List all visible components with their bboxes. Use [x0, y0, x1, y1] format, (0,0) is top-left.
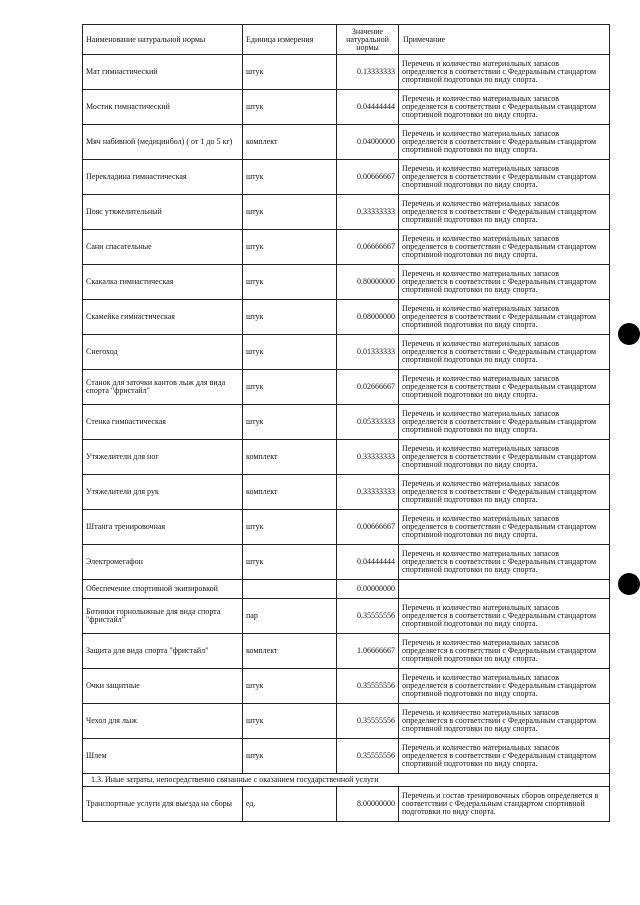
table-row — [83, 265, 610, 300]
table-row — [83, 580, 610, 599]
row-name: Штанга тренировочная — [83, 510, 243, 545]
row-unit: комплект — [243, 634, 337, 669]
row-unit: штук — [243, 195, 337, 230]
table-row — [83, 739, 610, 774]
table-row — [83, 335, 610, 370]
table-row — [83, 704, 610, 739]
row-value: 0.13333333 — [337, 55, 399, 90]
row-unit: штук — [243, 90, 337, 125]
row-value: 0.04444444 — [337, 90, 399, 125]
table-row — [83, 405, 610, 440]
table-row — [83, 125, 610, 160]
row-note: Перечень и количество материальных запасов определяется в соответствии с Федеральным стандартом спортивной подготовки по виду спорта. — [399, 90, 610, 125]
punch-hole-mark — [618, 573, 640, 595]
punch-hole-mark — [618, 323, 640, 345]
row-unit: комплект — [243, 475, 337, 510]
row-name: Защита для вида спорта "фристайл" — [83, 634, 243, 669]
row-name: Скакалка гимнастическая — [83, 265, 243, 300]
row-unit: штук — [243, 370, 337, 405]
table-row — [83, 90, 610, 125]
table-row — [83, 230, 610, 265]
row-unit: штук — [243, 55, 337, 90]
table-row — [83, 440, 610, 475]
header-value: Значение натуральной нормы — [337, 25, 399, 55]
row-value: 0.35555556 — [337, 669, 399, 704]
row-value: 0.00000000 — [337, 580, 399, 599]
row-unit: комплект — [243, 440, 337, 475]
row-note: Перечень и количество материальных запасов определяется в соответствии с Федеральным стандартом спортивной подготовки по виду спорта. — [399, 370, 610, 405]
row-unit: штук — [243, 265, 337, 300]
row-value: 0.00666667 — [337, 160, 399, 195]
row-unit: штук — [243, 704, 337, 739]
row-value: 0.33333333 — [337, 195, 399, 230]
table-row — [83, 195, 610, 230]
row-name: Мостик гимнастический — [83, 90, 243, 125]
table-row — [83, 300, 610, 335]
row-value: 0.06666667 — [337, 230, 399, 265]
row-unit: штук — [243, 335, 337, 370]
row-unit: штук — [243, 545, 337, 580]
section-row — [83, 774, 610, 787]
row-note: Перечень и количество материальных запасов определяется в соответствии с Федеральным стандартом спортивной подготовки по виду спорта. — [399, 230, 610, 265]
row-name: Скамейка гимнастическая — [83, 300, 243, 335]
row-note: Перечень и состав тренировочных сборов определяется в соответствии с Федеральным стандартом спортивной подготовки по виду спорта. — [399, 787, 610, 822]
table-row — [83, 545, 610, 580]
row-note: Перечень и количество материальных запасов определяется в соответствии с Федеральным стандартом спортивной подготовки по виду спорта. — [399, 634, 610, 669]
row-note: Перечень и количество материальных запасов определяется в соответствии с Федеральным стандартом спортивной подготовки по виду спорта. — [399, 475, 610, 510]
header-name: Наименование натуральной нормы — [83, 25, 243, 55]
row-note: Перечень и количество материальных запасов определяется в соответствии с Федеральным стандартом спортивной подготовки по виду спорта. — [399, 440, 610, 475]
header-note: Примечание — [399, 25, 610, 55]
table-row — [83, 475, 610, 510]
row-note: Перечень и количество материальных запасов определяется в соответствии с Федеральным стандартом спортивной подготовки по виду спорта. — [399, 669, 610, 704]
row-name: Стенка гимнастическая — [83, 405, 243, 440]
row-name: Мат гимнастический — [83, 55, 243, 90]
row-value: 0.35555556 — [337, 704, 399, 739]
row-value: 1.06666667 — [337, 634, 399, 669]
row-value: 0.08000000 — [337, 300, 399, 335]
row-name: Утяжелители для ног — [83, 440, 243, 475]
row-value: 0.02666667 — [337, 370, 399, 405]
row-name: Перекладина гимнастическая — [83, 160, 243, 195]
header-unit: Единица измерения — [243, 25, 337, 55]
header-row — [83, 25, 610, 55]
row-name: Чехол для лыж — [83, 704, 243, 739]
row-name: Станок для заточки кантов лыж для вида спорта "фристайл" — [83, 370, 243, 405]
table-row — [83, 634, 610, 669]
row-name: Пояс утяжелительный — [83, 195, 243, 230]
row-name: Очки защитные — [83, 669, 243, 704]
row-unit: пар — [243, 599, 337, 634]
row-value: 0.35555556 — [337, 599, 399, 634]
row-note: Перечень и количество материальных запасов определяется в соответствии с Федеральным стандартом спортивной подготовки по виду спорта. — [399, 704, 610, 739]
row-value: 0.33333333 — [337, 475, 399, 510]
row-unit: штук — [243, 405, 337, 440]
row-value: 0.04444444 — [337, 545, 399, 580]
row-note: Перечень и количество материальных запасов определяется в соответствии с Федеральным стандартом спортивной подготовки по виду спорта. — [399, 335, 610, 370]
row-unit: штук — [243, 300, 337, 335]
row-value: 0.35555556 — [337, 739, 399, 774]
row-name: Транспортные услуги для выезда на сборы — [83, 787, 243, 822]
row-value: 0.80000000 — [337, 265, 399, 300]
row-name: Сани спасательные — [83, 230, 243, 265]
row-note: Перечень и количество материальных запасов определяется в соответствии с Федеральным стандартом спортивной подготовки по виду спорта. — [399, 125, 610, 160]
row-note: Перечень и количество материальных запасов определяется в соответствии с Федеральным стандартом спортивной подготовки по виду спорта. — [399, 55, 610, 90]
row-note — [399, 580, 610, 599]
table-row — [83, 510, 610, 545]
table-row — [83, 787, 610, 822]
row-note: Перечень и количество материальных запасов определяется в соответствии с Федеральным стандартом спортивной подготовки по виду спорта. — [399, 510, 610, 545]
row-name: Ботинки горнолыжные для вида спорта "фристайл" — [83, 599, 243, 634]
table-row — [83, 599, 610, 634]
row-name: Электромегафон — [83, 545, 243, 580]
row-name: Обеспечение спортивной экипировкой — [83, 580, 243, 599]
row-note: Перечень и количество материальных запасов определяется в соответствии с Федеральным стандартом спортивной подготовки по виду спорта. — [399, 545, 610, 580]
row-note: Перечень и количество материальных запасов определяется в соответствии с Федеральным стандартом спортивной подготовки по виду спорта. — [399, 160, 610, 195]
row-value: 0.05333333 — [337, 405, 399, 440]
row-name: Шлем — [83, 739, 243, 774]
row-note: Перечень и количество материальных запасов определяется в соответствии с Федеральным стандартом спортивной подготовки по виду спорта. — [399, 739, 610, 774]
row-unit: штук — [243, 160, 337, 195]
row-name: Снегоход — [83, 335, 243, 370]
table-row — [83, 370, 610, 405]
table-row — [83, 669, 610, 704]
row-unit: штук — [243, 510, 337, 545]
row-value: 0.01333333 — [337, 335, 399, 370]
row-unit: штук — [243, 739, 337, 774]
row-unit: комплект — [243, 125, 337, 160]
row-unit — [243, 580, 337, 599]
norms-table — [82, 24, 610, 822]
row-name: Мяч набивной (медицинбол) ( от 1 до 5 кг) — [83, 125, 243, 160]
table-row — [83, 55, 610, 90]
row-value: 0.00666667 — [337, 510, 399, 545]
row-unit: штук — [243, 669, 337, 704]
row-unit: ед. — [243, 787, 337, 822]
row-note: Перечень и количество материальных запасов определяется в соответствии с Федеральным стандартом спортивной подготовки по виду спорта. — [399, 265, 610, 300]
row-value: 8.00000000 — [337, 787, 399, 822]
table-row — [83, 160, 610, 195]
row-note: Перечень и количество материальных запасов определяется в соответствии с Федеральным стандартом спортивной подготовки по виду спорта. — [399, 195, 610, 230]
row-value: 0.04000000 — [337, 125, 399, 160]
row-note: Перечень и количество материальных запасов определяется в соответствии с Федеральным стандартом спортивной подготовки по виду спорта. — [399, 300, 610, 335]
row-value: 0.33333333 — [337, 440, 399, 475]
row-note: Перечень и количество материальных запасов определяется в соответствии с Федеральным стандартом спортивной подготовки по виду спорта. — [399, 405, 610, 440]
row-note: Перечень и количество материальных запасов определяется в соответствии с Федеральным стандартом спортивной подготовки по виду спорта. — [399, 599, 610, 634]
row-name: Утяжелители для рук — [83, 475, 243, 510]
row-unit: штук — [243, 230, 337, 265]
section-title: 1.3. Иные затраты, непосредственно связанные с оказанием государственной услуги — [83, 774, 610, 787]
